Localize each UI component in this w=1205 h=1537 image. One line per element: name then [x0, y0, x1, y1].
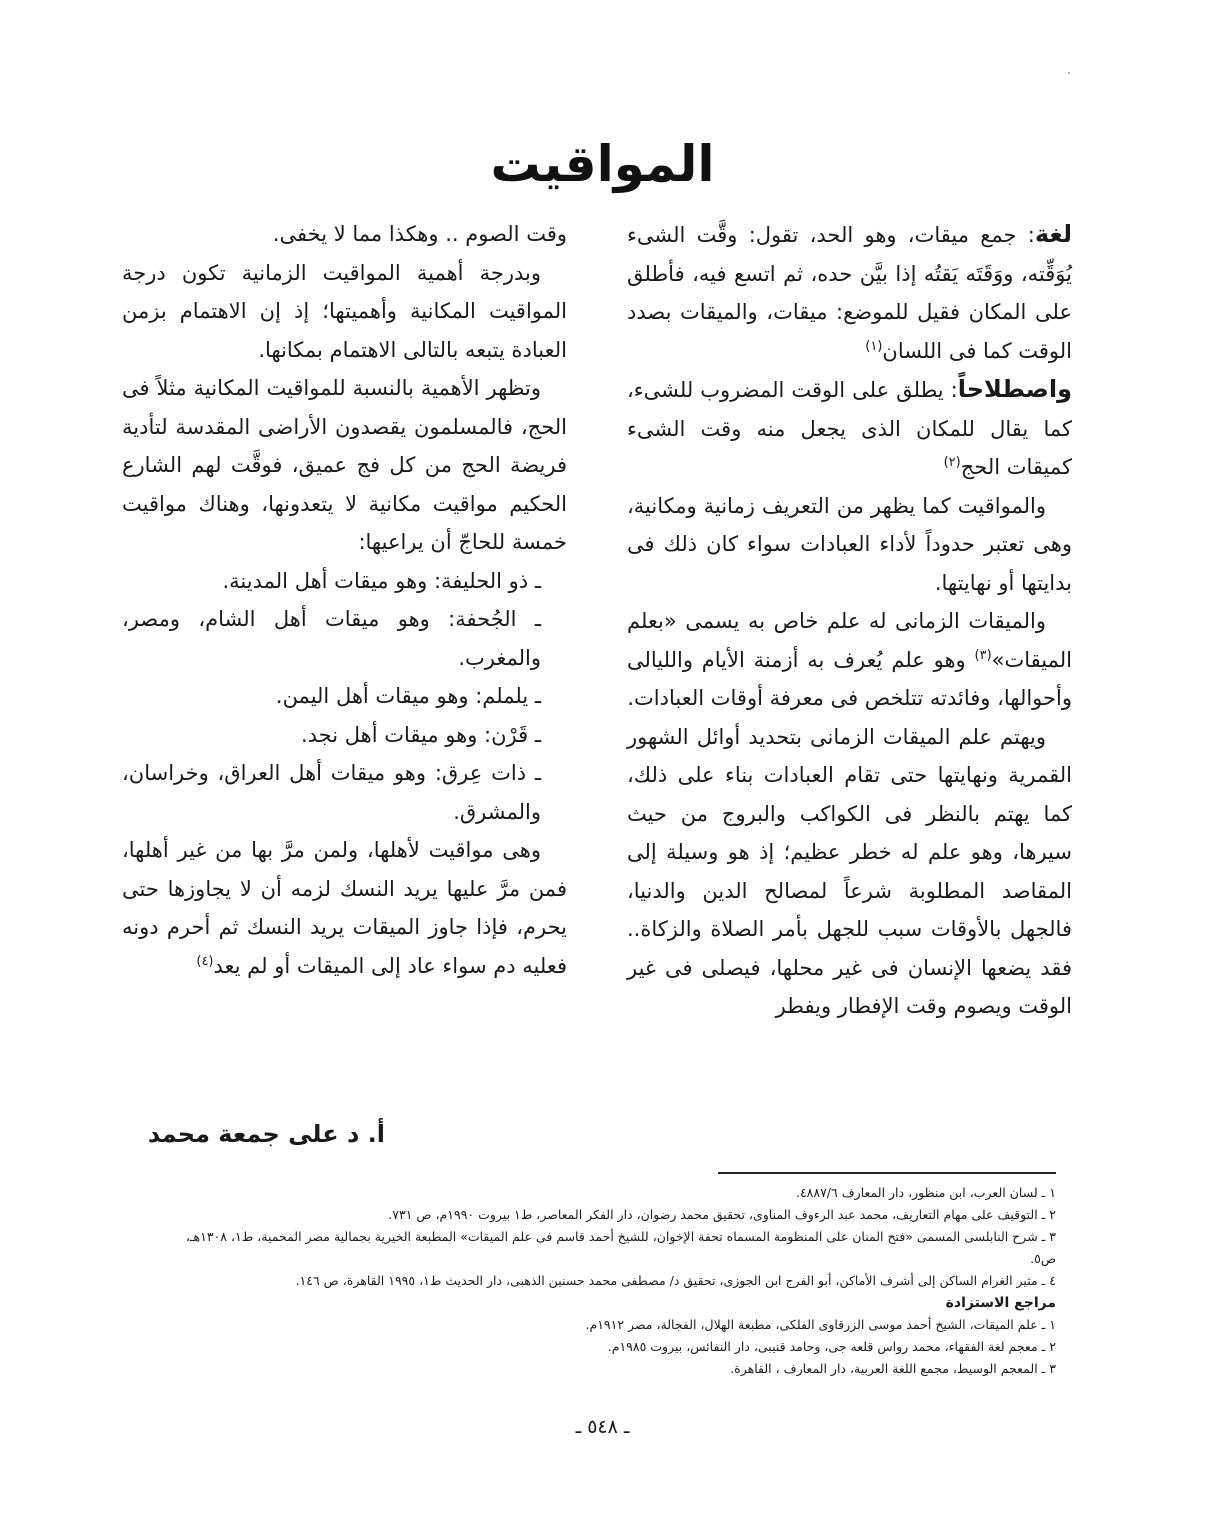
footnote-ref-4[interactable]: (٤)	[196, 953, 214, 969]
reference-item: ٢ ـ معجم لغة الفقهاء، محمد رواس قلعه جى، وحامد قنيبى، دار النفائس، بيروت ١٩٨٥م.	[607, 1339, 1056, 1354]
right-column	[627, 215, 1072, 1026]
list-item: ـ ذات عِرق: وهو ميقات أهل العراق، وخراسان، والمشرق.	[122, 761, 541, 824]
footnote-ref-3[interactable]: (٣)	[974, 647, 992, 663]
list-item: ـ ذو الحليفة: وهو ميقات أهل المدينة.	[222, 568, 541, 593]
footnote-ref-2[interactable]: (٢)	[943, 455, 961, 470]
footnote: ٢ ـ التوقيف على مهام التعاريف، محمد عبد الرءوف المناوى، تحقيق محمد رضوان، دار الفكر المعاصر، ط١ بيروت ١٩٩٠م، ص ٧٣١.	[388, 1207, 1056, 1222]
paragraph	[627, 602, 1072, 718]
footnote-ref-1[interactable]: (١)	[865, 338, 883, 354]
definition-terminology	[627, 370, 1072, 487]
paragraph-text: والميقات الزمانى له علم خاص به يسمى «بعلم الميقات»	[627, 609, 1072, 672]
page-number: ـ ٥٤٨ ـ	[575, 1416, 630, 1438]
page-title: المواقيت	[490, 135, 715, 193]
reference-item: ٣ ـ المعجم الوسيط، مجمع اللغة العربية، دار المعارف ، القاهرة.	[730, 1361, 1056, 1376]
references-heading: مراجع الاستزادة	[945, 1295, 1056, 1311]
footnote-divider	[718, 1172, 1056, 1174]
paragraph	[122, 831, 567, 985]
paragraph-text: وهى مواقيت لأهلها، ولمن مرَّ بها من غير أهلها، فمن مرَّ عليها يريد النسك لزمه أن لا يجاوزها حتى يحرم، فإذا جاوز الميقات يريد النسك ثم أحرم دونه فعليه دم سواء عاد إلى الميقات أو لم يعد	[122, 838, 567, 978]
footnotes-section	[160, 1182, 1056, 1380]
paragraph: وتظهر الأهمية بالنسبة للمواقيت المكانية مثلاً فى الحج، فالمسلمون يقصدون الأراضى المقدسة لتأدية فريضة الحج من كل فج عميق، فوقَّت لهم الشارع الحكيم مواقيت مكانية لا يتعدونها، وهناك مواقيت خمسة للحاجّ أن يراعيها:	[122, 376, 567, 554]
author-signature: أ. د على جمعة محمد	[147, 1120, 385, 1148]
left-column	[122, 215, 567, 985]
paragraph: وبدرجة أهمية المواقيت الزمانية تكون درجة المواقيت المكانية وأهميتها؛ إذ إن الاهتمام بزمن العبادة يتبعه بالتالى الاهتمام بمكانها.	[122, 260, 567, 362]
footnote: ٤ ـ مثير الغرام الساكن إلى أشرف الأماكن، أبو الفرج ابن الجوزى، تحقيق د/ مصطفى محمد حسنين الذهبى، دار الحديث ط١، ١٩٩٥ القاهرة، ص ١٤٦.	[295, 1273, 1056, 1288]
scan-mark	[1068, 72, 1070, 74]
paragraph-text: وهو علم يُعرف به أزمنة الأيام والليالى وأحوالها، وفائدته تتلخص فى معرفة أوقات العبادات.	[627, 647, 1072, 710]
definition-language-text: : جمع ميقات، وهو الحد، تقول: وقَّت الشىء يُوَقِّته، ووَقَتَه يَقتُه إذا بيَّن حده، ثم اتسع فيه، فأطلق على المكان فقيل للموضع: ميقات، والميقات بصدد الوقت كما فى اللسان	[627, 223, 1072, 363]
list-item: ـ الجُحفة: وهو ميقات أهل الشام، ومصر، والمغرب.	[122, 607, 541, 670]
term-language: لغة	[1034, 220, 1072, 248]
footnote: ١ ـ لسان العرب، ابن منظور، دار المعارف ٤٨٨٧/٦.	[795, 1185, 1056, 1200]
paragraph: وقت الصوم .. وهكذا مما لا يخفى.	[272, 222, 567, 246]
list-item: ـ قَرْن: وهو ميقات أهل نجد.	[300, 722, 541, 747]
reference-item: ١ ـ علم الميقات، الشيخ أحمد موسى الزرقاوى الفلكى، مطبعة الهلال، الفجالة، مصر ١٩١٢م.	[585, 1317, 1056, 1332]
definition-terminology-text: : يطلق على الوقت المضروب للشىء، كما يقال للمكان الذى يجعل منه وقت الشىء كميقات الحج	[627, 378, 1072, 479]
footnote: ٣ ـ شرح النابلسى المسمى «فتح المنان على المنظومة المسماه تحفة الإخوان، للشيخ أحمد قاسم فى علم الميقات» المطبعة الخيرية بجمالية مصر المحمية، ط١، ١٣٠٨هـ، ص٥.	[185, 1229, 1056, 1266]
list-item: ـ يلملم: وهو ميقات أهل اليمن.	[275, 684, 541, 708]
paragraph: والمواقيت كما يظهر من التعريف زمانية ومكانية، وهى تعتبر حدوداً لأداء العبادات سواء كان ذلك فى بدايتها أو نهايتها.	[627, 493, 1072, 595]
definition-language	[627, 215, 1072, 370]
paragraph: ويهتم علم الميقات الزمانى بتحديد أوائل الشهور القمرية ونهايتها حتى تقام العبادات بناء على ذلك، كما يهتم بالنظر فى الكواكب والبروج من حيث سيرها، وهو علم له خطر عظيم؛ إذ هو وسيلة إلى المقاصد المطلوبة شرعاً لمصالح الدين والدنيا، فالجهل بالأوقات سبب للجهل بأمر الصلاة والزكاة.. فقد يضعها الإنسان فى غير محلها، فيصلى فى غير الوقت ويصوم وقت الإفطار ويفطر	[627, 724, 1072, 1018]
term-terminology: واصطلاحاً	[957, 375, 1072, 403]
